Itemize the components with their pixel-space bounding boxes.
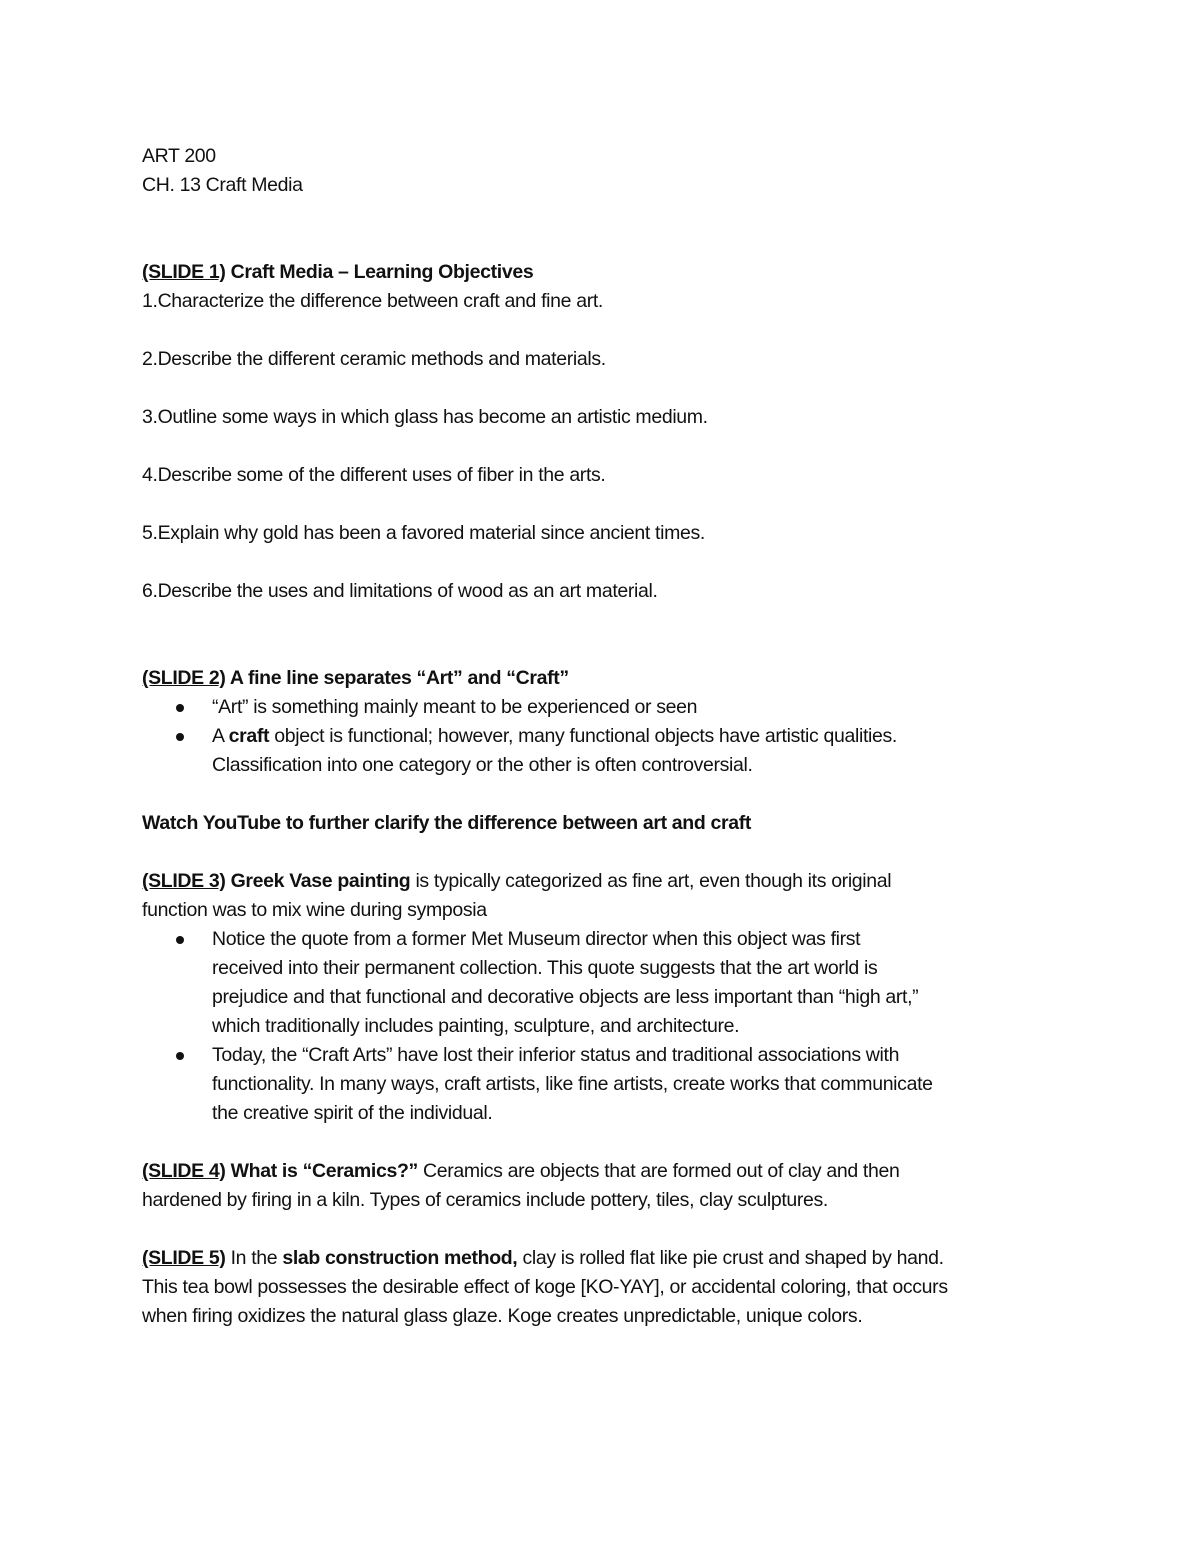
bullet-icon xyxy=(176,1052,184,1060)
objective-6: 6.Describe the uses and limitations of wood as an art material. xyxy=(142,580,658,602)
slide3-bullet-1-line-3: prejudice and that functional and decorative objects are less important than “high art,” xyxy=(212,986,919,1008)
slide2-bullet-1: “Art” is something mainly meant to be experienced or seen xyxy=(212,696,698,718)
bullet-icon xyxy=(176,733,184,741)
slide1-tag: (SLIDE 1) xyxy=(142,261,226,283)
slide5-term: slab construction method, xyxy=(282,1247,518,1269)
list-item xyxy=(142,693,1072,722)
course-title: ART 200 xyxy=(142,145,216,167)
objective-5: 5.Explain why gold has been a favored material since ancient times. xyxy=(142,522,705,544)
text-span: clay is rolled flat like pie crust and shaped by hand. xyxy=(517,1247,944,1269)
slide2-bullet-list xyxy=(142,693,1072,780)
objective-2: 2.Describe the different ceramic methods and materials. xyxy=(142,348,606,370)
objective-1: 1.Characterize the difference between craft and fine art. xyxy=(142,290,603,312)
list-item xyxy=(142,925,1072,1041)
text-span: In the xyxy=(225,1247,283,1269)
slide2-bullet-2-line-2: Classification into one category or the other is often controversial. xyxy=(212,754,753,776)
slide2-title: A fine line separates “Art” and “Craft” xyxy=(229,667,569,689)
slide3-term: Greek Vase painting xyxy=(230,870,411,892)
slide4-line-2: hardened by firing in a kiln. Types of ceramics include pottery, tiles, clay sculptures. xyxy=(142,1189,828,1211)
chapter-title: CH. 13 Craft Media xyxy=(142,174,303,196)
slide3-bullet-2-line-2: functionality. In many ways, craft artists, like fine artists, create works that communicate xyxy=(212,1073,933,1095)
slide3-bullet-2-line-3: the creative spirit of the individual. xyxy=(212,1102,493,1124)
text-span: is typically categorized as fine art, even though its original xyxy=(410,870,892,892)
slide2-bullet-2-line-1 xyxy=(212,722,1072,751)
slide3-bullet-1-line-1: Notice the quote from a former Met Museum director when this object was first xyxy=(212,928,861,950)
objective-3: 3.Outline some ways in which glass has become an artistic medium. xyxy=(142,406,708,428)
slide3-tag: (SLIDE 3) xyxy=(142,870,226,892)
craft-term: craft xyxy=(228,725,270,747)
youtube-note: Watch YouTube to further clarify the difference between art and craft xyxy=(142,812,751,834)
bullet-icon xyxy=(176,704,184,712)
slide3-bullet-list xyxy=(142,925,1072,1128)
list-item xyxy=(142,722,1072,780)
slide3-bullet-2-line-1: Today, the “Craft Arts” have lost their inferior status and traditional associations with xyxy=(212,1044,900,1066)
slide4-line-1 xyxy=(142,1157,1072,1186)
document-page xyxy=(142,142,1072,1331)
slide1-title: Craft Media – Learning Objectives xyxy=(230,261,534,283)
objective-4: 4.Describe some of the different uses of fiber in the arts. xyxy=(142,464,606,486)
bullet-icon xyxy=(176,936,184,944)
slide3-line-2: function was to mix wine during symposia xyxy=(142,899,487,921)
slide5-line-3: when firing oxidizes the natural glass glaze. Koge creates unpredictable, unique colors. xyxy=(142,1305,863,1327)
slide5-tag: (SLIDE 5) xyxy=(142,1247,226,1269)
slide3-bullet-1-line-4: which traditionally includes painting, sculpture, and architecture. xyxy=(212,1015,740,1037)
text-span: Ceramics are objects that are formed out of clay and then xyxy=(417,1160,900,1182)
slide3-line-1 xyxy=(142,867,1072,896)
slide4-tag: (SLIDE 4) xyxy=(142,1160,226,1182)
slide5-line-2: This tea bowl possesses the desirable effect of koge [KO-YAY], or accidental coloring, that occurs xyxy=(142,1276,948,1298)
slide2-heading xyxy=(142,664,1072,693)
text-span: object is functional; however, many functional objects have artistic qualities. xyxy=(269,725,897,747)
slide2-tag: (SLIDE 2) xyxy=(142,667,226,689)
slide4-term: What is “Ceramics?” xyxy=(230,1160,418,1182)
slide3-bullet-1-line-2: received into their permanent collection. This quote suggests that the art world is xyxy=(212,957,878,979)
slide1-heading xyxy=(142,258,1072,287)
slide5-line-1 xyxy=(142,1244,1072,1273)
list-item xyxy=(142,1041,1072,1128)
text-span: A xyxy=(212,725,229,747)
